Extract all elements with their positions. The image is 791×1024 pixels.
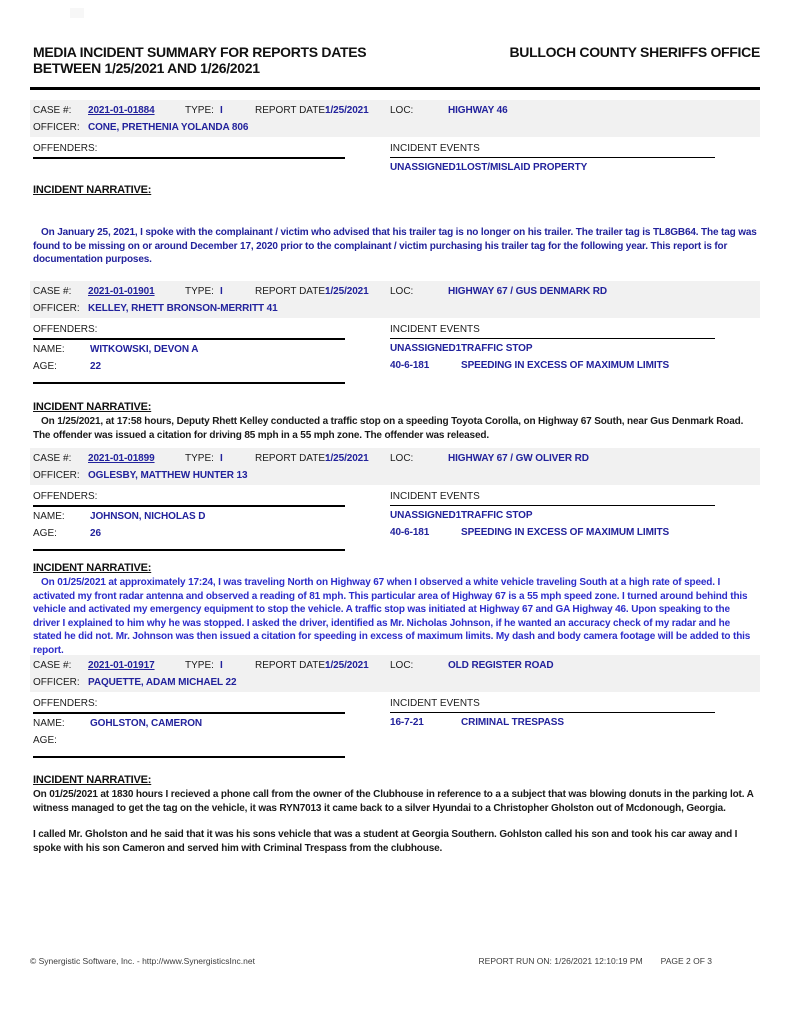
incident-events-column: [390, 490, 760, 551]
footer-right: [479, 956, 712, 966]
report-header: [33, 44, 760, 76]
case-header-band: [30, 655, 760, 692]
location-label: LOC:: [390, 660, 414, 671]
offenders-header: OFFENDERS:: [33, 142, 345, 159]
offender-age: 22: [90, 361, 101, 372]
type-label: TYPE:: [185, 453, 214, 464]
offenders-divider: [33, 756, 345, 758]
case-columns: [30, 323, 760, 384]
event-description: TRAFFIC STOP: [461, 510, 533, 521]
officer-value: KELLEY, RHETT BRONSON-MERRITT 41: [88, 303, 278, 314]
offender-name: GOHLSTON, CAMERON: [90, 718, 203, 729]
event-description: CRIMINAL TRESPASS: [461, 717, 564, 728]
offenders-header: OFFENDERS:: [33, 323, 345, 340]
incident-event-row: [390, 506, 760, 523]
case-columns: [30, 697, 760, 758]
report-title: [33, 44, 463, 76]
incident-events-header: INCIDENT EVENTS: [390, 697, 715, 713]
event-description: TRAFFIC STOP: [461, 343, 533, 354]
officer-row: [33, 300, 756, 316]
officer-row: [33, 119, 756, 135]
case-columns: [30, 142, 760, 175]
officer-label: OFFICER:: [33, 677, 80, 688]
event-code: 40-6-181: [390, 360, 430, 371]
officer-row: [33, 467, 756, 483]
offenders-column: [33, 142, 348, 175]
case-header-band: [30, 448, 760, 485]
incident-narrative-heading: INCIDENT NARRATIVE:: [33, 184, 152, 196]
incident-narrative-text: On January 25, 2021, I spoke with the complainant / victim who advised that his trailer tag is no longer on his trailer. The trailer tag is TL8GB64. The tag was found to be missing on or around December 17, 2020 prior to the complainant / victim purchasing his trailer tag for the following year. This report is for documentation purposes.: [33, 227, 757, 265]
event-code: 40-6-181: [390, 527, 430, 538]
officer-value: PAQUETTE, ADAM MICHAEL 22: [88, 677, 237, 688]
name-label: NAME:: [33, 718, 65, 729]
incident-event-row: [390, 713, 760, 730]
report-date-value: 1/25/2021: [325, 453, 369, 464]
case-number-label: CASE #:: [33, 286, 72, 297]
incident-narrative-heading: INCIDENT NARRATIVE:: [33, 401, 152, 413]
location-value: HIGHWAY 46: [448, 105, 508, 116]
offender-name-row: [33, 340, 348, 357]
offenders-column: [33, 323, 348, 384]
offender-name: JOHNSON, NICHOLAS D: [90, 511, 206, 522]
narrative-paragraph: I called Mr. Gholston and he said that it was his sons vehicle that was a student at Georgia Southern. Gohlston called his son and took his car away and I spoke with his son Cameron and served him with Criminal Trespass from the clubhouse.: [33, 829, 738, 854]
report-title-line2: BETWEEN 1/25/2021 AND 1/26/2021: [33, 60, 260, 76]
type-value: I: [220, 453, 223, 464]
offenders-header: OFFENDERS:: [33, 697, 345, 714]
event-description: SPEEDING IN EXCESS OF MAXIMUM LIMITS: [461, 527, 670, 538]
offender-name-row: [33, 714, 348, 731]
report-date-value: 1/25/2021: [325, 286, 369, 297]
case-number-link[interactable]: 2021-01-01899: [88, 453, 155, 464]
report-title-line1: MEDIA INCIDENT SUMMARY FOR REPORTS DATES: [33, 44, 367, 60]
offender-name-row: [33, 507, 348, 524]
header-divider: [30, 87, 760, 90]
name-label: NAME:: [33, 344, 65, 355]
incident-narrative-text: On 01/25/2021 at approximately 17:24, I was traveling North on Highway 67 when I observed a white vehicle traveling South at a high rate of speed. I activated my front radar antenna and observed a reading of 81 mph. This particular area of Highway 67 is a 55 mph speed zone. I turned around behind this vehicle and activated my emergency equipment to stop the vehicle. A traffic stop was initiated at Highway 67 and GA Highway 46. Upon speaking to the driver I explained to him why he was stopped. I asked the driver, identified as Mr. Nicholas Johnson, if he wanted an accuracy check of my radar and he stated he did not. Mr. Johnson was then issued a citation for speeding in excess of maximum limits. My dash and body camera footage will be added to this report.: [33, 577, 751, 656]
case-header-row: [33, 283, 756, 299]
case-section-4: [30, 655, 760, 855]
narrative-paragraph: On 01/25/2021 at 1830 hours I recieved a phone call from the owner of the Clubhouse in reference to a a subject that was blowing donuts in the parking lot. A witness managed to get the tag on the vehicle, it was RYN7013 it came back to a silver Hyundai to a Christopher Gholston out of Mcdonough, Georgia.: [33, 789, 754, 814]
location-label: LOC:: [390, 105, 414, 116]
offender-name: WITKOWSKI, DEVON A: [90, 344, 199, 355]
report-date-label: REPORT DATE:: [255, 660, 328, 671]
report-date-label: REPORT DATE:: [255, 105, 328, 116]
incident-narrative-heading: INCIDENT NARRATIVE:: [33, 774, 152, 786]
report-date-value: 1/25/2021: [325, 105, 369, 116]
agency-name: BULLOCH COUNTY SHERIFFS OFFICE: [509, 44, 760, 60]
officer-label: OFFICER:: [33, 303, 80, 314]
page-number: PAGE 2 OF 3: [660, 956, 712, 966]
offender-age-row: [33, 357, 348, 374]
offenders-header: OFFENDERS:: [33, 490, 345, 507]
type-label: TYPE:: [185, 105, 214, 116]
type-value: I: [220, 286, 223, 297]
case-section-2: [30, 281, 760, 442]
officer-value: CONE, PRETHENIA YOLANDA 806: [88, 122, 249, 133]
case-header-band: [30, 281, 760, 318]
incident-narrative-text: [30, 788, 760, 855]
incident-events-header: INCIDENT EVENTS: [390, 142, 715, 158]
location-value: HIGHWAY 67 / GUS DENMARK RD: [448, 286, 607, 297]
event-code: UNASSIGNED1: [390, 162, 462, 173]
event-code: 16-7-21: [390, 717, 424, 728]
incident-events-header: INCIDENT EVENTS: [390, 323, 715, 339]
incident-event-row: [390, 158, 760, 175]
case-columns: [30, 490, 760, 551]
age-label: AGE:: [33, 528, 57, 539]
case-header-row: [33, 102, 756, 118]
event-description: LOST/MISLAID PROPERTY: [461, 162, 588, 173]
age-label: AGE:: [33, 361, 57, 372]
case-number-link[interactable]: 2021-01-01901: [88, 286, 155, 297]
type-value: I: [220, 105, 223, 116]
location-label: LOC:: [390, 453, 414, 464]
type-label: TYPE:: [185, 660, 214, 671]
event-code: UNASSIGNED1: [390, 510, 462, 521]
case-number-label: CASE #:: [33, 453, 72, 464]
offenders-divider: [33, 549, 345, 551]
incident-event-row: [390, 356, 760, 373]
offenders-divider: [33, 382, 345, 384]
offenders-column: [33, 490, 348, 551]
report-date-label: REPORT DATE:: [255, 286, 328, 297]
incident-narrative-text: On 1/25/2021, at 17:58 hours, Deputy Rhett Kelley conducted a traffic stop on a speeding Toyota Corolla, on Highway 67 South, near Gus Denmark Road. The offender was issued a citation for driving 85 mph in a 55 mph zone. The offender was released.: [33, 416, 744, 441]
offender-age: 26: [90, 528, 101, 539]
incident-events-header: INCIDENT EVENTS: [390, 490, 715, 506]
scan-artifact: [70, 8, 84, 18]
case-header-row: [33, 657, 756, 673]
case-header-band: [30, 100, 760, 137]
event-description: SPEEDING IN EXCESS OF MAXIMUM LIMITS: [461, 360, 670, 371]
incident-events-column: [390, 323, 760, 384]
officer-label: OFFICER:: [33, 122, 80, 133]
type-label: TYPE:: [185, 286, 214, 297]
case-header-row: [33, 450, 756, 466]
case-section-3: [30, 448, 760, 657]
report-date-value: 1/25/2021: [325, 660, 369, 671]
case-section-1: [30, 100, 760, 267]
case-number-link[interactable]: 2021-01-01917: [88, 660, 155, 671]
case-number-link[interactable]: 2021-01-01884: [88, 105, 155, 116]
location-value: OLD REGISTER ROAD: [448, 660, 554, 671]
incident-event-row: [390, 523, 760, 540]
incident-event-row: [390, 339, 760, 356]
age-label: AGE:: [33, 735, 57, 746]
type-value: I: [220, 660, 223, 671]
name-label: NAME:: [33, 511, 65, 522]
officer-label: OFFICER:: [33, 470, 80, 481]
location-label: LOC:: [390, 286, 414, 297]
event-code: UNASSIGNED1: [390, 343, 462, 354]
incident-events-column: [390, 142, 760, 175]
report-date-label: REPORT DATE:: [255, 453, 328, 464]
offender-age-row: [33, 731, 348, 748]
officer-value: OGLESBY, MATTHEW HUNTER 13: [88, 470, 248, 481]
officer-row: [33, 674, 756, 690]
page-footer: [30, 956, 712, 966]
footer-copyright: © Synergistic Software, Inc. - http://www.SynergisticsInc.net: [30, 956, 255, 966]
offenders-column: [33, 697, 348, 758]
case-number-label: CASE #:: [33, 660, 72, 671]
location-value: HIGHWAY 67 / GW OLIVER RD: [448, 453, 589, 464]
report-run-timestamp: REPORT RUN ON: 1/26/2021 12:10:19 PM: [478, 956, 643, 966]
incident-narrative-heading: INCIDENT NARRATIVE:: [33, 562, 152, 574]
offender-age-row: [33, 524, 348, 541]
case-number-label: CASE #:: [33, 105, 72, 116]
incident-events-column: [390, 697, 760, 758]
